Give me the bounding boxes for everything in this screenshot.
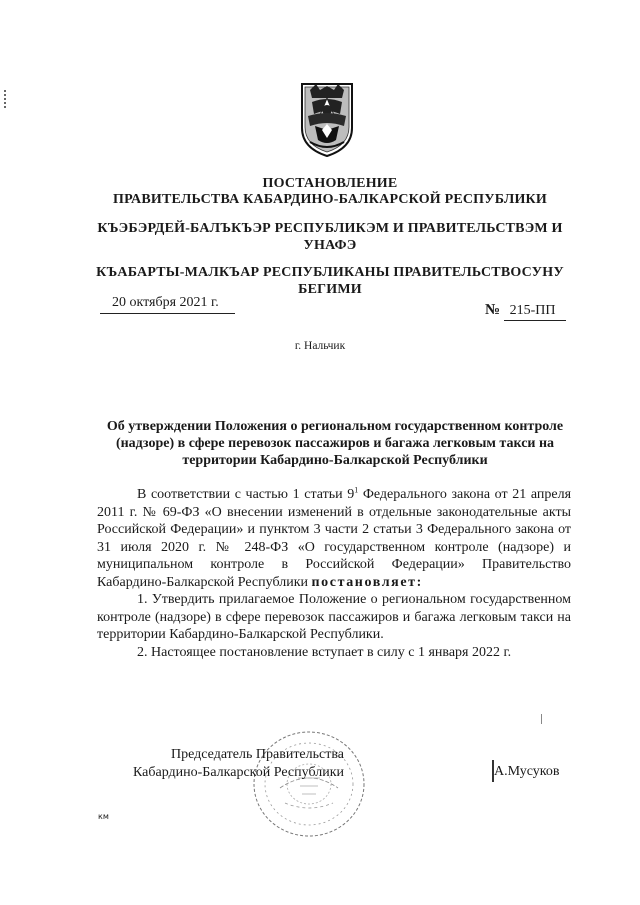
government-name-ru: ПРАВИТЕЛЬСТВА КАБАРДИНО-БАЛКАРСКОЙ РЕСПУБЛИКИ <box>112 192 548 207</box>
government-name-kbd: КЪЭБЭРДЕЙ-БАЛЪКЪЭР РЕСПУБЛИКЭМ И ПРАВИТЕЛЬСТВЭМ И УНАФЭ <box>97 221 563 253</box>
footer-initials: км <box>98 812 109 821</box>
document-body <box>97 486 571 661</box>
number-sign: № <box>485 302 501 318</box>
coat-of-arms-emblem <box>298 80 356 158</box>
decree-word: постановляет: <box>311 574 423 590</box>
official-seal-stamp <box>250 728 368 840</box>
position-line-2: Кабардино-Балкарской Республики <box>133 765 344 780</box>
document-number <box>485 301 566 321</box>
government-name-krc: КЪАБАРТЫ-МАЛКЪАР РЕСПУБЛИКАНЫ ПРАВИТЕЛЬСТВОСУНУ БЕГИМИ <box>96 265 564 297</box>
margin-tick <box>541 714 542 724</box>
doc-type-heading: ПОСТАНОВЛЕНИЕ <box>262 176 398 191</box>
signatory-position <box>104 746 344 782</box>
intro-text-a: В соответствии с частью 1 статьи 9 <box>137 487 355 502</box>
document-title: Об утверждении Положения о региональном государственном контроле (надзоре) в сфере перевозок пассажиров и багажа легковым такси на территории Кабардино-Балкарской Республики <box>106 419 564 468</box>
signatory-name: А.Мусуков <box>494 764 560 779</box>
position-line-1: Председатель Правительства <box>171 747 344 762</box>
margin-dots <box>4 90 8 108</box>
intro-paragraph <box>97 486 571 591</box>
document-date: 20 октября 2021 г. <box>100 293 235 314</box>
intro-text-b: Федерального закона от 21 апреля 2011 г. № 69-ФЗ «О внесении изменений в отдельные законодательные акты Российской Федерации» и пунктом 3 части 2 статьи 3 Федерального закона от 31 июля 2020 г. № 248-ФЗ «О государственном контроле (надзоре) и муниципальном контроле в Российской Федерации» Правительство Кабардино-Балкарской Республики <box>97 487 572 590</box>
article-superscript: 1 <box>354 485 359 495</box>
number-value: 215-ПП <box>504 302 566 321</box>
city-name: г. Нальчик <box>294 340 346 352</box>
item-1-paragraph: 1. Утвердить прилагаемое Положение о региональном государственном контроле (надзоре) в сфере перевозок пассажиров и багажа легковым такси на территории Кабардино-Балкарской Республики. <box>97 592 571 642</box>
item-2-paragraph: 2. Настоящее постановление вступает в силу с 1 января 2022 г. <box>137 644 512 660</box>
